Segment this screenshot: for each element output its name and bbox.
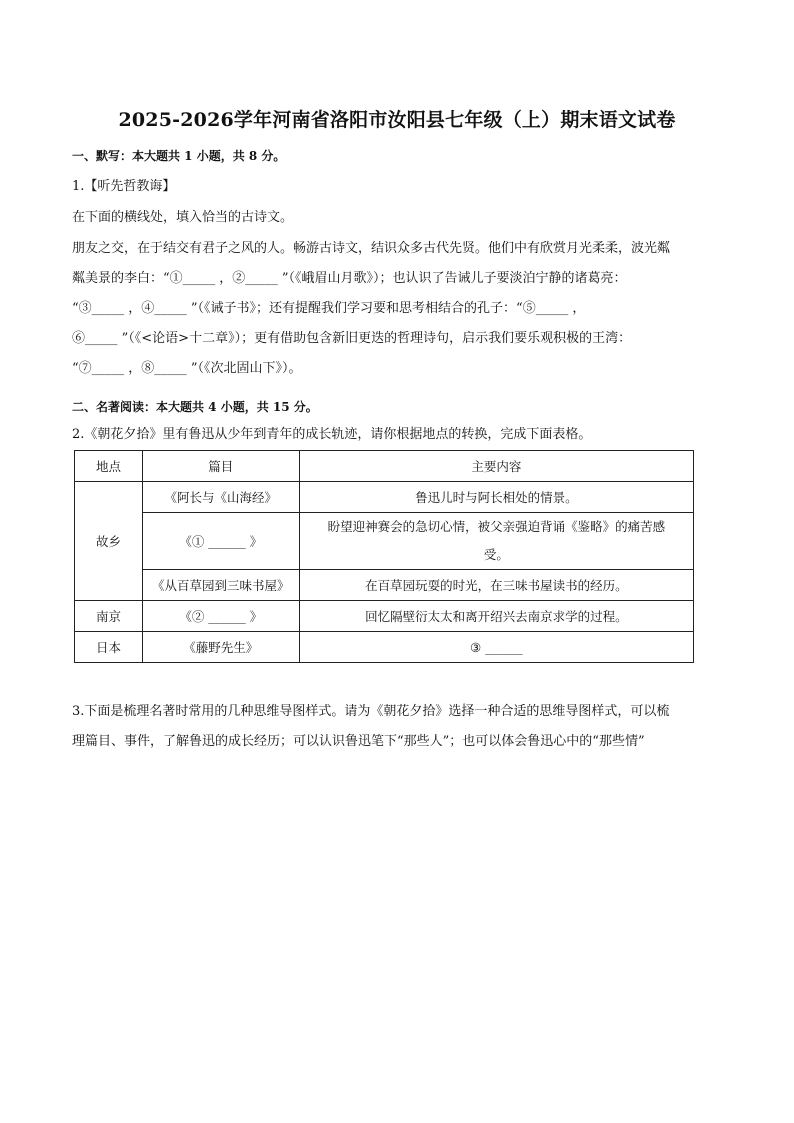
content-line: 盼望迎神赛会的急切心情，被父亲强迫背诵《鉴略》的痛苦感 bbox=[327, 519, 666, 534]
header-content: 主要内容 bbox=[299, 451, 693, 482]
content-cell: ③ ______ bbox=[299, 632, 693, 663]
question-3-line: 3.下面是梳理名著时常用的几种思维导图样式。请为《朝花夕拾》选择一种合适的思维导图样式，可以梳 bbox=[72, 704, 670, 719]
question-1-line: “⑦_____ ，⑧_____ ”（《次北固山下》）。 bbox=[72, 361, 302, 376]
header-place: 地点 bbox=[75, 451, 143, 482]
title-cell: 《② ______ 》 bbox=[142, 601, 299, 632]
question-1-line: 粼美景的李白：“①_____ ，②_____ ”（《峨眉山月歌》）；也认识了告诫儿子要淡泊宁静的诸葛亮： bbox=[72, 271, 627, 286]
content-line: 受。 bbox=[483, 547, 509, 562]
content-cell bbox=[299, 513, 693, 570]
question-1-line: ⑥_____ ”（《<论语>十二章》）；更有借助包含新旧更迭的哲理诗句，启示我们要乐观积极的王湾： bbox=[72, 331, 632, 346]
content-cell: 回忆隔壁衍太太和离开绍兴去南京求学的过程。 bbox=[299, 601, 693, 632]
content-cell: 在百草园玩耍的时光，在三味书屋读书的经历。 bbox=[299, 570, 693, 601]
table-row bbox=[75, 570, 694, 601]
title-cell: 《从百草园到三味书屋》 bbox=[142, 570, 299, 601]
question-1-intro: 在下面的横线处，填入恰当的古诗文。 bbox=[72, 210, 294, 225]
title-cell: 《阿长与《山海经》 bbox=[142, 482, 299, 513]
section-heading-dictation: 一、默写：本大题共 1 小题，共 8 分。 bbox=[72, 149, 286, 163]
header-title: 篇目 bbox=[142, 451, 299, 482]
table-row bbox=[75, 482, 694, 513]
question-1-body bbox=[72, 234, 724, 384]
question-3-line: 理篇目、事件，了解鲁迅的成长经历；可以认识鲁迅笔下“那些人”；也可以体会鲁迅心中的“那些情” bbox=[72, 734, 645, 749]
table-header-row bbox=[75, 451, 694, 482]
table-row bbox=[75, 513, 694, 570]
section-heading-reading: 二、名著阅读：本大题共 4 小题，共 15 分。 bbox=[72, 400, 318, 414]
exam-title: 2025-2026学年河南省洛阳市汝阳县七年级（上）期末语文试卷 bbox=[118, 109, 676, 131]
place-cell: 南京 bbox=[75, 601, 143, 632]
question-2-text: 2.《朝花夕拾》里有鲁迅从少年到青年的成长轨迹，请你根据地点的转换，完成下面表格。 bbox=[72, 427, 592, 442]
content-cell: 鲁迅儿时与阿长相处的情景。 bbox=[299, 482, 693, 513]
title-cell: 《① ______ 》 bbox=[142, 513, 299, 570]
title-cell: 《藤野先生》 bbox=[142, 632, 299, 663]
place-cell: 故乡 bbox=[75, 482, 143, 601]
table-row bbox=[75, 632, 694, 663]
question-1-line: “③_____ ，④_____ ”（《诫子书》；还有提醒我们学习要和思考相结合的孔子：“⑤_____ ， bbox=[72, 301, 586, 316]
place-cell: 日本 bbox=[75, 632, 143, 663]
question-1-number: 1.【听先哲教诲】 bbox=[72, 179, 176, 194]
table-row bbox=[75, 601, 694, 632]
question-1-line: 朋友之交，在于结交有君子之风的人。畅游古诗文，结识众多古代先贤。他们中有欣赏月光柔柔，波光粼 bbox=[72, 241, 671, 256]
growth-table bbox=[74, 450, 694, 663]
question-3-text bbox=[72, 697, 724, 757]
